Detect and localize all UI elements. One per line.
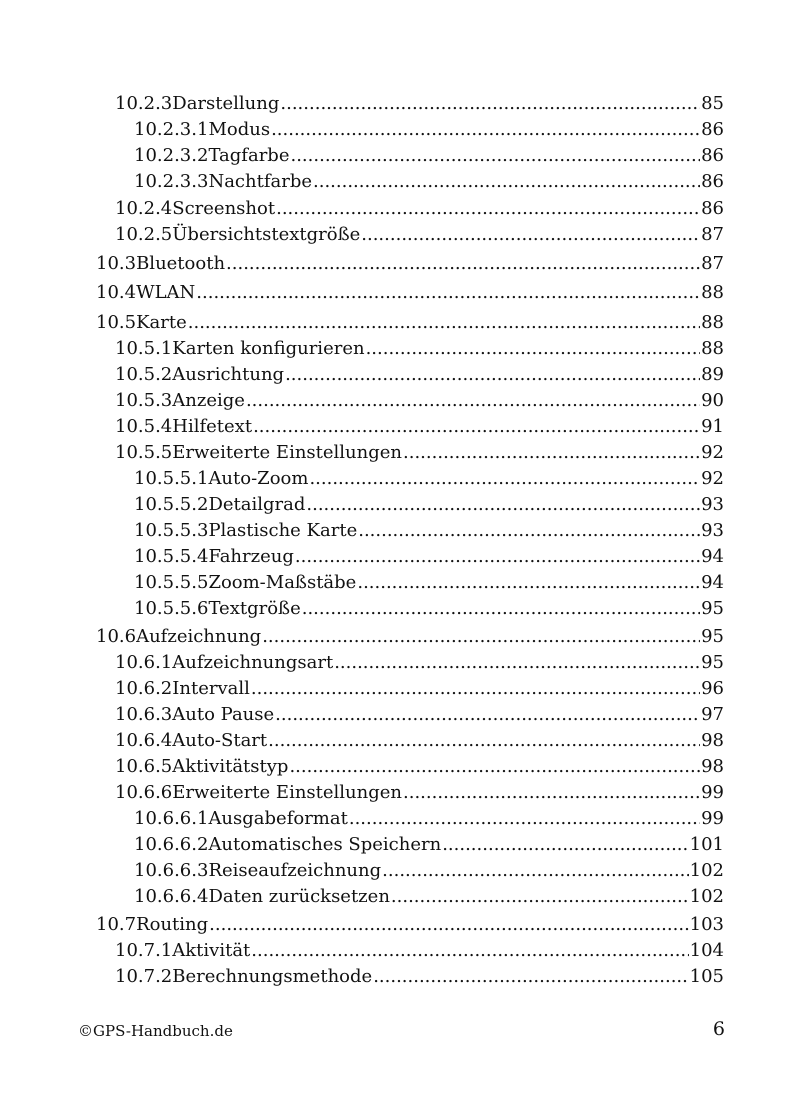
toc-entry-number: 10.6.1 [115, 652, 173, 673]
dot-leader [366, 337, 701, 361]
dot-leader [373, 965, 688, 989]
toc-entry-title: Karten konfigurieren [172, 338, 365, 359]
dot-leader [268, 729, 700, 753]
dot-leader [188, 311, 700, 335]
toc-entry-title: Aktivitätstyp [172, 756, 289, 777]
dot-leader [271, 118, 700, 142]
dot-leader [302, 597, 700, 621]
toc-entry-number: 10.6.6.4 [134, 886, 209, 907]
toc-entry-title: Anzeige [172, 390, 245, 411]
dot-leader [285, 363, 700, 387]
toc-entry-page: 92 [701, 468, 724, 489]
dot-leader [280, 92, 700, 116]
toc-entry[interactable] [134, 597, 724, 621]
toc-entry[interactable] [134, 467, 724, 491]
dot-leader [276, 197, 700, 221]
dot-leader [403, 441, 700, 465]
toc-entry-page: 91 [701, 416, 724, 437]
dot-leader [226, 252, 700, 276]
toc-entry-title: Auto Pause [172, 704, 275, 725]
toc-entry-title: Daten zurücksetzen [208, 886, 390, 907]
dot-leader [246, 389, 700, 413]
toc-entry-page: 86 [701, 145, 724, 166]
toc-entry-number: 10.5.3 [115, 390, 173, 411]
toc-entry-number: 10.5.5.6 [134, 598, 209, 619]
toc-entry[interactable] [115, 677, 724, 701]
toc-entry-number: 10.2.3.3 [134, 171, 209, 192]
toc-entry-page: 98 [701, 730, 724, 751]
toc-entry-title: Darstellung [172, 93, 280, 114]
toc-entry[interactable] [134, 571, 724, 595]
toc-entry-number: 10.5.5.1 [134, 468, 209, 489]
toc-entry-number: 10.5.5.3 [134, 520, 209, 541]
toc-entry[interactable] [134, 833, 724, 857]
toc-entry[interactable] [96, 913, 724, 937]
footer-copyright: ©GPS-Handbuch.de [78, 1022, 233, 1040]
toc-entry-page: 98 [701, 756, 724, 777]
toc-entry[interactable] [115, 703, 724, 727]
dot-leader [253, 415, 700, 439]
dot-leader [290, 144, 700, 168]
toc-entry-title: Hilfetext [172, 416, 253, 437]
toc-entry-title: Erweiterte Einstellungen [172, 442, 403, 463]
toc-entry-page: 97 [701, 704, 724, 725]
toc-entry-page: 95 [701, 652, 724, 673]
dot-leader [251, 677, 700, 701]
dot-leader [295, 545, 700, 569]
toc-entry[interactable] [96, 625, 724, 649]
toc-entry-number: 10.5.2 [115, 364, 173, 385]
toc-entry[interactable] [115, 389, 724, 413]
toc-entry[interactable] [134, 493, 724, 517]
toc-entry-number: 10.5.5.2 [134, 494, 209, 515]
toc-entry-title: Karte [136, 312, 187, 333]
dot-leader [391, 885, 689, 909]
toc-entry-page: 94 [701, 572, 724, 593]
toc-entry-number: 10.6.4 [115, 730, 173, 751]
toc-entry-number: 10.5.1 [115, 338, 173, 359]
toc-entry-page: 86 [701, 198, 724, 219]
toc-entry-title: Nachtfarbe [208, 171, 312, 192]
toc-entry[interactable] [134, 519, 724, 543]
toc-entry-number: 10.5.4 [115, 416, 173, 437]
toc-entry[interactable] [96, 281, 724, 305]
dot-leader [309, 467, 700, 491]
toc-entry-page: 93 [701, 520, 724, 541]
toc-entry-title: Aufzeichnungsart [172, 652, 334, 673]
toc-entry-title: Fahrzeug [208, 546, 294, 567]
toc-entry-page: 92 [701, 442, 724, 463]
toc-entry-number: 10.2.5 [115, 224, 173, 245]
toc-entry-page: 86 [701, 119, 724, 140]
toc-entry-title: Ausgabeformat [208, 808, 348, 829]
dot-leader [403, 781, 700, 805]
toc-entry-page: 102 [689, 860, 724, 881]
toc-entry[interactable] [115, 939, 724, 963]
toc-entry[interactable] [115, 415, 724, 439]
toc-entry-page: 102 [689, 886, 724, 907]
dot-leader [334, 651, 700, 675]
toc-entry-number: 10.6.6 [115, 782, 173, 803]
toc-entry-page: 105 [689, 966, 724, 987]
toc-entry-number: 10.5.5 [115, 442, 173, 463]
toc-entry[interactable] [115, 92, 724, 116]
toc-entry-page: 88 [701, 282, 724, 303]
toc-entry[interactable] [134, 144, 724, 168]
toc-entry-page: 87 [701, 224, 724, 245]
dot-leader [361, 223, 700, 247]
toc-entry-number: 10.7 [96, 914, 137, 935]
toc-entry-title: Detailgrad [208, 494, 306, 515]
toc-entry-title: Plastische Karte [208, 520, 358, 541]
toc-entry[interactable] [115, 197, 724, 221]
toc-entry[interactable] [115, 729, 724, 753]
toc-entry-number: 10.2.3.2 [134, 145, 209, 166]
toc-entry-title: Aktivität [172, 940, 251, 961]
toc-entry-title: Aufzeichnung [136, 626, 262, 647]
toc-entry-number: 10.2.3.1 [134, 119, 209, 140]
dot-leader [349, 807, 700, 831]
toc-entry-title: Übersichtstextgröße [172, 224, 361, 245]
toc-entry-page: 88 [701, 338, 724, 359]
toc-entry[interactable] [115, 223, 724, 247]
toc-entry-page: 87 [701, 253, 724, 274]
toc-entry-number: 10.6.3 [115, 704, 173, 725]
toc-entry-title: Screenshot [172, 198, 276, 219]
toc-entry[interactable] [134, 170, 724, 194]
toc-entry-number: 10.6 [96, 626, 137, 647]
toc-entry[interactable] [134, 859, 724, 883]
toc-entry-page: 86 [701, 171, 724, 192]
dot-leader [196, 281, 700, 305]
toc-entry-title: Bluetooth [136, 253, 226, 274]
toc-entry[interactable] [115, 755, 724, 779]
toc-entry[interactable] [96, 311, 724, 335]
toc-entry-title: Auto-Start [172, 730, 268, 751]
dot-leader [313, 170, 700, 194]
toc-entry-title: Automatisches Speichern [208, 834, 442, 855]
toc-entry-number: 10.7.2 [115, 966, 173, 987]
toc-entry-title: Berechnungsmethode [172, 966, 373, 987]
dot-leader [262, 625, 700, 649]
toc-entry-number: 10.5 [96, 312, 137, 333]
toc-entry-page: 93 [701, 494, 724, 515]
toc-entry-title: Zoom-Maßstäbe [208, 572, 357, 593]
dot-leader [358, 519, 700, 543]
toc-entry-page: 89 [701, 364, 724, 385]
toc-entry-page: 90 [701, 390, 724, 411]
toc-entry-number: 10.6.6.2 [134, 834, 209, 855]
toc-entry-title: Tagfarbe [208, 145, 290, 166]
toc-entry-title: Textgröße [208, 598, 301, 619]
toc-entry[interactable] [115, 781, 724, 805]
toc-entry-page: 88 [701, 312, 724, 333]
toc-entry-page: 95 [701, 598, 724, 619]
toc-entry-number: 10.3 [96, 253, 137, 274]
dot-leader [442, 833, 688, 857]
toc-entry[interactable] [134, 118, 724, 142]
toc-entry-number: 10.6.5 [115, 756, 173, 777]
toc-entry-number: 10.6.2 [115, 678, 173, 699]
toc-entry[interactable] [115, 337, 724, 361]
toc-entry-title: Ausrichtung [172, 364, 285, 385]
toc-entry-page: 99 [701, 782, 724, 803]
dot-leader [289, 755, 700, 779]
toc-entry-number: 10.7.1 [115, 940, 173, 961]
toc-entry[interactable] [134, 885, 724, 909]
footer-page-number: 6 [712, 1018, 725, 1040]
toc-entry-number: 10.4 [96, 282, 137, 303]
toc-entry-title: Reiseaufzeichnung [208, 860, 382, 881]
toc-entry-number: 10.5.5.4 [134, 546, 209, 567]
toc-entry-page: 85 [701, 93, 724, 114]
toc-entry[interactable] [115, 965, 724, 989]
toc-entry-page: 104 [689, 940, 724, 961]
toc-entry-number: 10.5.5.5 [134, 572, 209, 593]
toc-entry-title: WLAN [136, 282, 196, 303]
toc-entry-page: 95 [701, 626, 724, 647]
dot-leader [209, 913, 688, 937]
toc-entry-title: Routing [136, 914, 209, 935]
toc-entry-page: 101 [689, 834, 724, 855]
toc-entry-title: Erweiterte Einstellungen [172, 782, 403, 803]
toc-entry-number: 10.2.3 [115, 93, 173, 114]
toc-entry-number: 10.6.6.1 [134, 808, 209, 829]
toc-entry-page: 96 [701, 678, 724, 699]
dot-leader [251, 939, 688, 963]
toc-entry[interactable] [115, 363, 724, 387]
dot-leader [275, 703, 700, 727]
toc-entry[interactable] [96, 252, 724, 276]
dot-leader [357, 571, 700, 595]
toc-entry-title: Intervall [172, 678, 250, 699]
toc-entry-number: 10.2.4 [115, 198, 173, 219]
toc-entry-title: Modus [208, 119, 271, 140]
toc-entry[interactable] [134, 807, 724, 831]
dot-leader [306, 493, 700, 517]
dot-leader [382, 859, 688, 883]
toc-entry-page: 99 [701, 808, 724, 829]
toc-entry[interactable] [115, 651, 724, 675]
toc-entry[interactable] [115, 441, 724, 465]
toc-entry-title: Auto-Zoom [208, 468, 309, 489]
toc-entry-page: 103 [689, 914, 724, 935]
toc-entry[interactable] [134, 545, 724, 569]
toc-entry-number: 10.6.6.3 [134, 860, 209, 881]
toc-entry-page: 94 [701, 546, 724, 567]
